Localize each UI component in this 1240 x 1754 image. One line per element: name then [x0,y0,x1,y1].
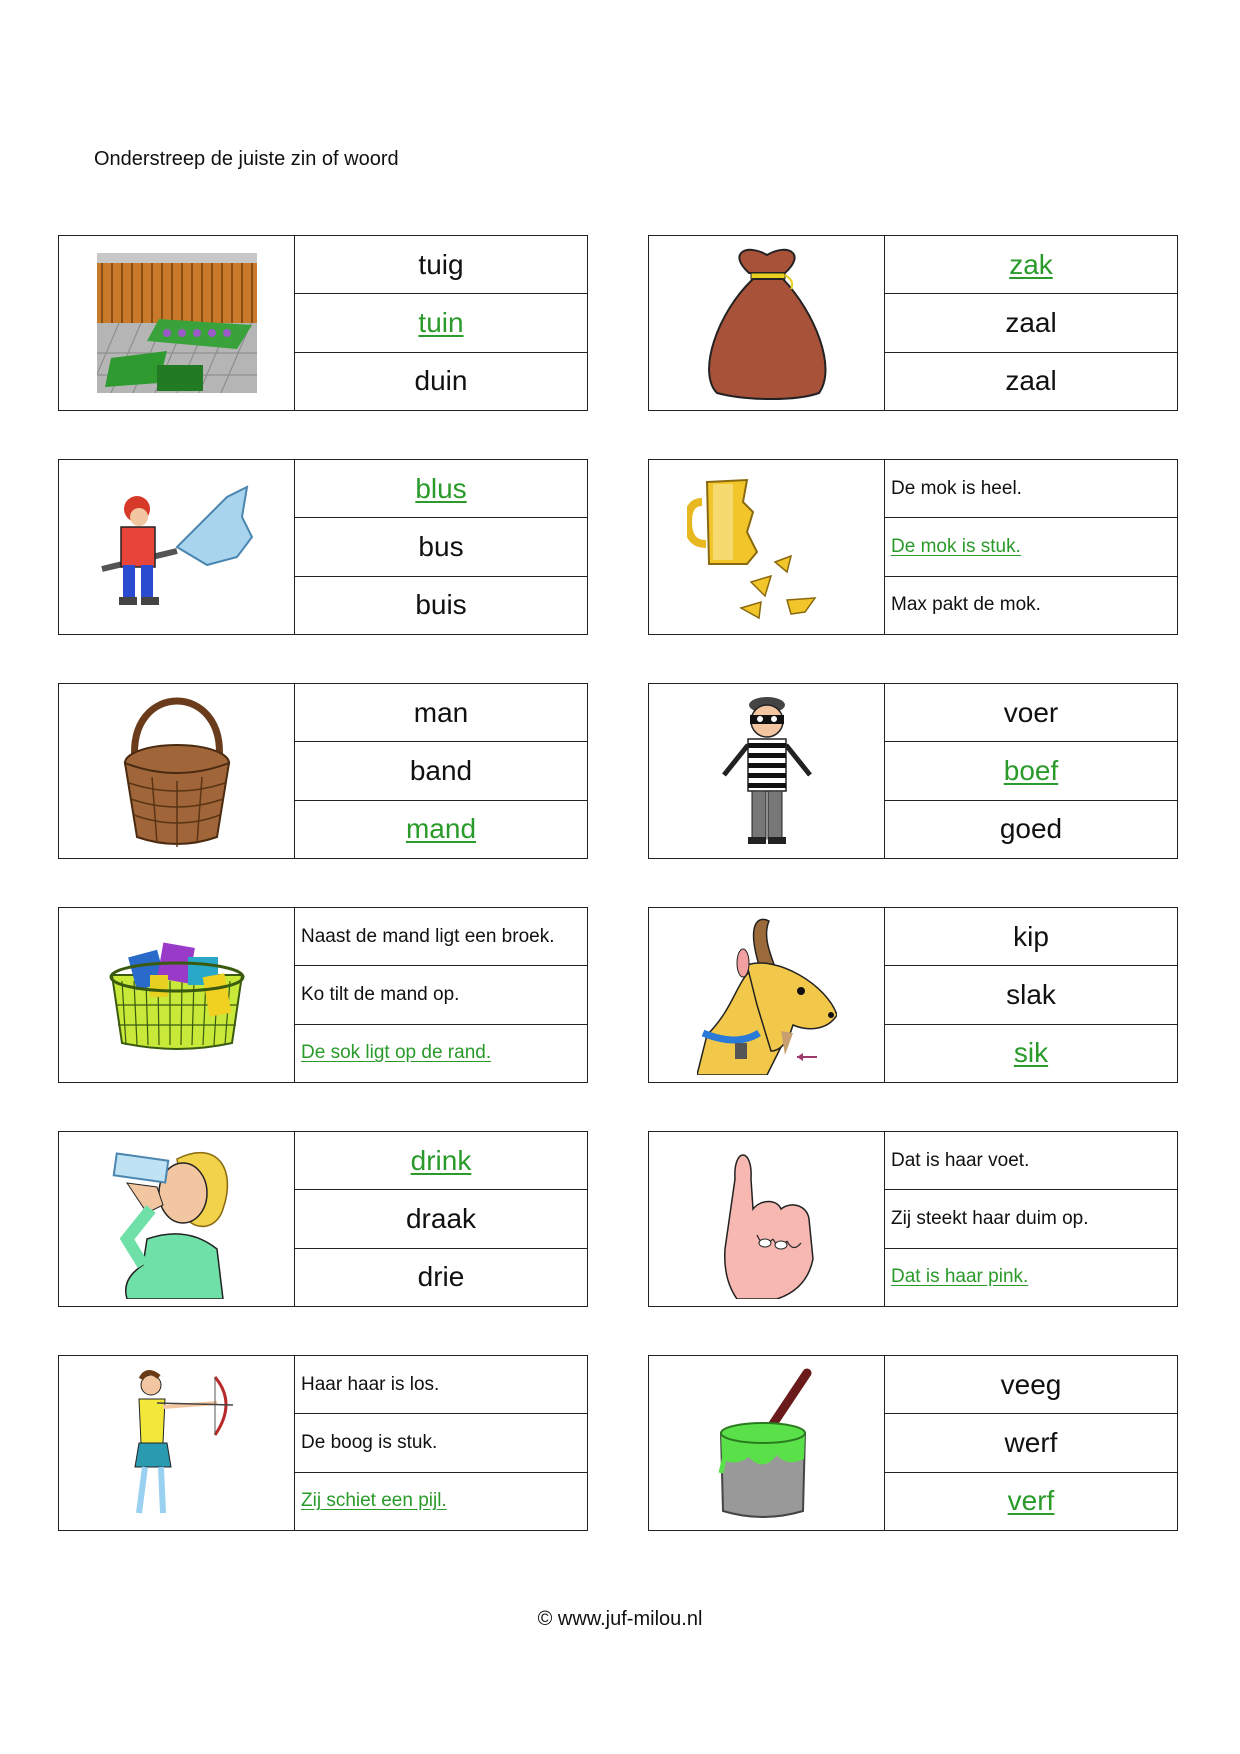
answer-option[interactable]: veeg [885,1356,1177,1414]
answer-options [295,908,587,1082]
answer-option[interactable]: zaal [885,294,1177,352]
answer-option[interactable]: Naast de mand ligt een broek. [295,908,587,966]
exercise-card [648,459,1178,635]
answer-option-correct[interactable]: De mok is stuk. [885,518,1177,576]
answer-option[interactable]: zaal [1005,365,1057,397]
answer-options [295,684,587,858]
answer-option[interactable]: duin [414,365,468,397]
laundry-basket-icon [59,908,295,1082]
answer-option[interactable]: De mok is heel. [885,460,1177,518]
exercise-card [648,1355,1178,1531]
drinking-girl-icon [59,1132,295,1306]
answer-options [885,908,1177,1082]
answer-option[interactable]: drie [417,1261,465,1293]
answer-option[interactable]: kip [885,908,1177,966]
exercise-card [648,235,1178,411]
answer-option[interactable]: Max pakt de mok. [891,594,1041,616]
answer-option[interactable]: De boog is stuk. [295,1414,587,1472]
burglar-icon [649,684,885,858]
answer-options [295,1356,587,1530]
answer-option[interactable]: goed [999,813,1063,845]
firefighter-icon [59,460,295,634]
answer-options [295,460,587,634]
sack-icon [649,236,885,410]
garden-icon [59,236,295,410]
answer-option[interactable]: band [295,742,587,800]
exercise-card [58,459,588,635]
answer-option-correct[interactable]: sik [1013,1037,1049,1069]
answer-option-correct[interactable]: De sok ligt op de rand. [301,1042,492,1064]
answer-option[interactable]: voer [885,684,1177,742]
answer-options [295,236,587,410]
answer-option[interactable]: Haar haar is los. [295,1356,587,1414]
answer-options [885,460,1177,634]
answer-option[interactable]: bus [295,518,587,576]
answer-option[interactable]: buis [415,589,467,621]
answer-options [295,1132,587,1306]
answer-option[interactable]: draak [295,1190,587,1248]
exercise-card [648,683,1178,859]
exercise-card [648,1131,1178,1307]
answer-option[interactable]: Zij steekt haar duim op. [885,1190,1177,1248]
pinky-finger-icon [649,1132,885,1306]
answer-option[interactable]: tuig [295,236,587,294]
answer-option[interactable]: Ko tilt de mand op. [295,966,587,1024]
answer-option-correct[interactable]: Zij schiet een pijl. [301,1490,447,1512]
answer-options [885,684,1177,858]
exercise-card [58,1355,588,1531]
broken-mug-icon [649,460,885,634]
answer-options [885,236,1177,410]
answer-option-correct[interactable]: verf [1007,1485,1055,1517]
exercise-card [58,235,588,411]
answer-option[interactable]: man [295,684,587,742]
exercise-card [58,683,588,859]
answer-option-correct[interactable]: tuin [295,294,587,352]
answer-option[interactable]: Dat is haar voet. [885,1132,1177,1190]
answer-option-correct[interactable]: drink [295,1132,587,1190]
answer-options [885,1132,1177,1306]
answer-option-correct[interactable]: zak [885,236,1177,294]
instruction-text: Onderstreep de juiste zin of woord [94,148,399,170]
answer-option-correct[interactable]: blus [295,460,587,518]
answer-option[interactable]: slak [885,966,1177,1024]
goat-icon [649,908,885,1082]
answer-option-correct[interactable]: mand [405,813,477,845]
footer-copyright: © www.juf-milou.nl [537,1608,703,1630]
answer-option-correct[interactable]: boef [885,742,1177,800]
paint-can-icon [649,1356,885,1530]
answer-option-correct[interactable]: Dat is haar pink. [891,1266,1029,1288]
archer-icon [59,1356,295,1530]
answer-option[interactable]: werf [885,1414,1177,1472]
basket-icon [59,684,295,858]
answer-options [885,1356,1177,1530]
exercise-card [648,907,1178,1083]
exercise-card [58,907,588,1083]
exercise-card [58,1131,588,1307]
